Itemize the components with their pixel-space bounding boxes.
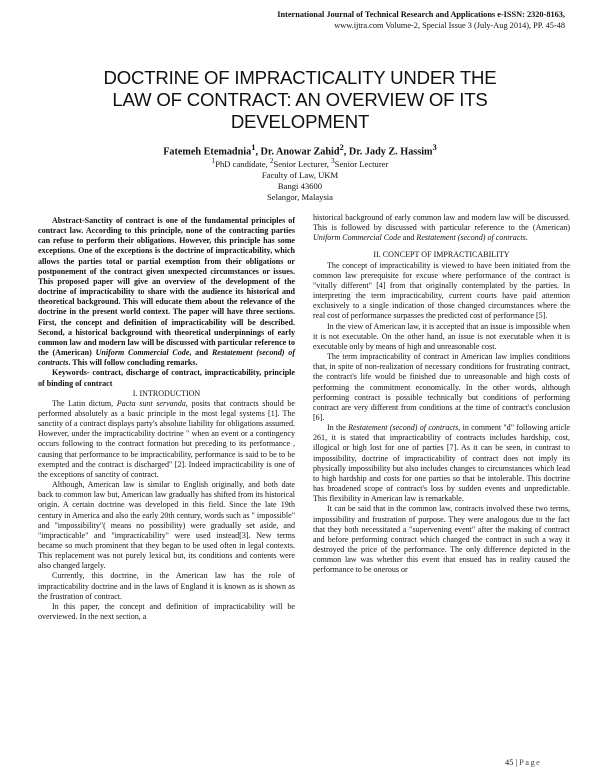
concept-paragraph-4: [313, 423, 570, 504]
abstract: [38, 216, 295, 368]
page-word: Page: [519, 758, 542, 767]
author-3-mark: 3: [432, 142, 437, 152]
title-line-1: DOCTRINE OF IMPRACTICALITY UNDER THE: [103, 67, 497, 88]
page-number: 45: [505, 758, 514, 767]
intro-cont-end: .: [525, 233, 528, 243]
concept-paragraph-2: In the view of American law, it is accepted that an issue is impossible when it is not executable. On the other hand, an issue is not executable when it is executable only by means of high and unreasonable cost.: [313, 321, 570, 351]
author-1: Fatemeh Etemadnia: [163, 146, 252, 158]
affiliation: [100, 156, 500, 203]
page-footer: [505, 758, 541, 767]
concept-p4-start: In the: [327, 423, 349, 433]
intro-cont-text: historical background of early common law and modern law will be discussed. This is followed by discussed with particular reference to the (American): [313, 213, 570, 233]
paper-title: [40, 67, 560, 133]
abstract-and: , and: [189, 348, 212, 358]
section-1-heading: I. INTRODUCTION: [132, 388, 201, 398]
abstract-ucc: Uniform Commercial Code: [95, 348, 190, 358]
page-separator: |: [515, 758, 518, 767]
intro-paragraph-1: [38, 399, 295, 480]
journal-name: International Journal of Technical Research and Applications e-ISSN: 2320-8163,: [277, 10, 565, 19]
concept-p4-rest: , in comment "d" following article 261, it is stated that impracticability of contracts includes hardship, cost, illogical or high lost for one of parties [7]. As it can be seen, in contrast to impossibility, doctrine of impracticability of contract does not imply its physically impossibility but also includes changes to circumstances which lead to high hardship and costs for one parties so that be intolerable. This doctrine has broadened scope of contract's loss by sudden events and unpredictable. This flexibility in American law is remarkable.: [313, 423, 570, 504]
left-column: [38, 216, 295, 622]
title-line-3: DEVELOPMENT: [230, 111, 370, 132]
faculty: Faculty of Law, UKM: [261, 169, 339, 180]
concept-paragraph-3: The term impracticability of contract in American law implies conditions that, in spite of non-realization of necessary conditions for frustrating contract, the contract's life would be finished due to unreasonable and high costs of performing the commitment economically. In the other words, although performing contract is possible technically but conditions of performing contract are very different from conditions at the time of contract's conclusion [6].: [313, 352, 570, 422]
journal-volume: www.ijtra.com Volume-2, Special Issue 3 (July-Aug 2014), PP. 45-48: [334, 20, 565, 30]
author-3: , Dr. Jady Z. Hassim: [343, 146, 433, 158]
journal-header: [145, 10, 565, 31]
author-1-mark: 1: [251, 142, 256, 152]
abstract-restatement: Restatement (second) of contracts: [38, 348, 296, 368]
concept-paragraph-5: It can be said that in the common law, contracts involved these two terms, impossibility and frustration of purpose. They were analogous due to the fact that they both necessitated a "supervening event" after the making of contract and before performing contract which changed the contract in such a way it destroyed the price of the performance. The only difference depicted in the common law was whether this event that ensued has in reality caused the performance to be onerous or: [313, 504, 570, 575]
keywords: Keywords- contract, discharge of contract, impracticability, principle of binding of contract: [38, 368, 295, 388]
intro-cont-and: and: [400, 233, 417, 243]
title-line-2: LAW OF CONTRACT: AN OVERVIEW OF ITS: [112, 89, 488, 110]
role-2: Senior Lecturer,: [273, 158, 332, 169]
intro-paragraph-3: Currently, this doctrine, in the American law has the role of impracticability doctrine and in the laws of England it is known as is shown as the frustration of contract.: [38, 571, 295, 601]
section-2-heading: II. CONCEPT OF IMPRACTICABILITY: [373, 250, 510, 260]
city: Bangi 43600: [277, 180, 323, 191]
role-mark-3: 3: [331, 157, 335, 165]
right-column: [313, 213, 570, 575]
spacer: [313, 243, 570, 250]
abstract-text: Abstract-Sanctity of contract is one of the fundamental principles of contract law. According to this principle, none of the contracting parties can refuse to perform their obligations. However, this principle has some exceptions. One of the exceptions is the doctrine of impracticability, which allows the parties total or partial exemption from their obligations or postponement of the contract given unexpected circumstances or issues. This proposed paper will give an overview of the development of the doctrine of impracticability to share with the audience its historical and theoretical background. This will educate them about the relevance of the doctrine in the present world context. The paper will have three sections. First, the concept and definition of impracticability will be described. Second, a historical background with theoretical underpinnings of early common law and modern law will be discussed with particular reference to the (American): [38, 216, 295, 358]
author-2-mark: 2: [339, 142, 344, 152]
concept-p4-restatement: Restatement (second) of contracts: [348, 423, 459, 433]
intro-paragraph-4: In this paper, the concept and definition of impracticability will be overviewed. In the next section, a: [38, 601, 295, 622]
intro-p1-start: The Latin dictum,: [52, 398, 117, 408]
concept-paragraph-1: The concept of impracticability is viewed to have been initiated from the common law prerequisite for excuse where performance of the contract is "vitally different" [4] from that originally contemplated by the parties. In interpreting the term impracticability, current courts have paid attention exclusively to a single indication of those changed circumstances where the real cost of performance surpasses the predicted cost of performance [5].: [313, 260, 570, 321]
role-mark-2: 2: [269, 157, 274, 165]
ucc-ref: Uniform Commercial Code: [313, 233, 401, 243]
intro-continued: [313, 213, 570, 243]
role-3: Senior Lecturer: [334, 158, 389, 169]
intro-p1-rest: , posits that contracts should be performed absolutely as a basic principle in the most legal systems [1]. The sanctity of a contract displays party's absolute liability for obligations assumed. However, under the impracticability doctrine " when an event or a contingency occurs following to the contract formation but preceding to its performance , causing that performance to be impracticability, performance is said to be to be exempted and the contract is discharged" [2]. Indeed impracticability is one of the exceptions of sanctity of contract.: [38, 398, 295, 479]
intro-paragraph-2: Although, American law is similar to English originally, and both date back to common law but, American law gradually has shifted from its historical origin. A certain doctrine was developed in this field. Since the late 19th century in America and also the early 20th century, words such as " impossible" and "impossibility"( means no possibility) were gradually set aside, and "impracticable" and "impracticability" were used instead[3]. New terms became so much prominent that they began to be used often in legal contexts. This replacement was not purely lexical but, its conditions and contents were also changed largely.: [38, 480, 295, 571]
abstract-end: . This will follow concluding remarks.: [68, 358, 198, 368]
role-mark-1: 1: [211, 157, 216, 165]
state: Selangor, Malaysia: [266, 191, 333, 202]
restatement-ref: Restatement (second) of contracts: [416, 233, 526, 243]
latin-dictum: Pacta sunt servanda: [116, 398, 186, 408]
role-1: PhD candidate,: [215, 158, 270, 169]
author-2: , Dr. Anowar Zahid: [255, 146, 340, 158]
author-roles: [100, 156, 500, 170]
